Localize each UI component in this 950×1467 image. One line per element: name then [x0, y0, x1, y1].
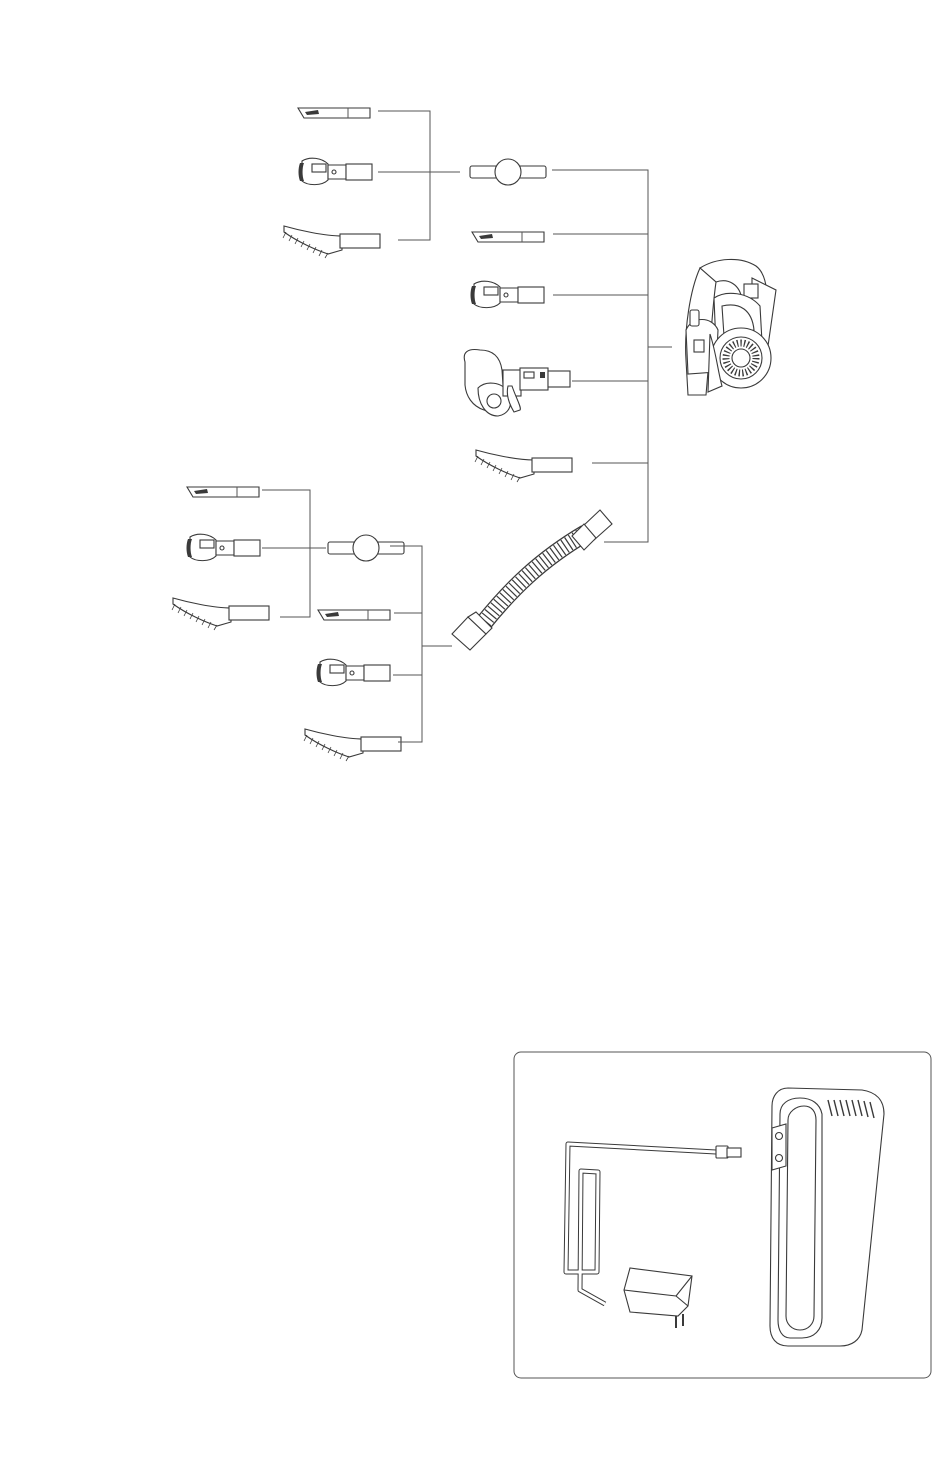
- wide-upholstery-brush-icon: [172, 598, 269, 630]
- dusting-brush-icon: [471, 281, 545, 307]
- handheld-vacuum-icon: [686, 259, 776, 395]
- lower-attachment-group: [172, 487, 452, 761]
- upper-attachment-group: [283, 108, 460, 258]
- crevice-tool-icon: [318, 610, 390, 620]
- dusting-brush-icon: [299, 158, 373, 184]
- wide-upholstery-brush-icon: [475, 450, 572, 482]
- main-attachment-group: [452, 159, 672, 650]
- charging-kit-panel: [514, 1052, 931, 1378]
- crevice-tool-icon: [298, 108, 370, 118]
- crevice-tool-icon: [187, 487, 259, 497]
- crevice-tool-icon: [472, 232, 544, 242]
- motorized-brush-head-icon: [464, 350, 570, 417]
- round-adapter-icon: [328, 535, 404, 561]
- wide-upholstery-brush-icon: [304, 729, 401, 761]
- round-adapter-icon: [470, 159, 546, 185]
- dusting-brush-icon: [187, 534, 261, 560]
- wide-upholstery-brush-icon: [283, 226, 380, 258]
- dusting-brush-icon: [317, 659, 391, 685]
- flexible-hose-icon: [452, 510, 612, 650]
